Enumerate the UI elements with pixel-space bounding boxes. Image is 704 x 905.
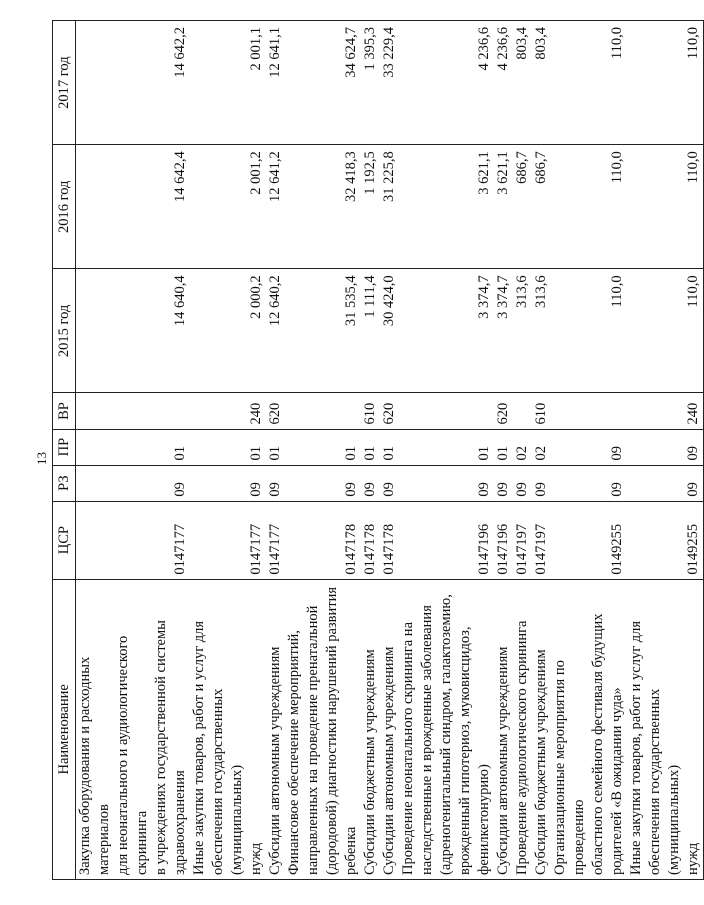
row-value-2017: 1 395,3 [361, 21, 380, 145]
row-value-2016: 1 192,5 [361, 145, 380, 269]
row-rz: 09 [399, 465, 494, 501]
row-name-line: нужд [685, 842, 701, 875]
row-name-line: Субсидии автономным учреждениям [381, 646, 397, 875]
header-2017: 2017 год [53, 21, 76, 145]
row-name-line: здравоохранения [172, 770, 188, 875]
page-number: 13 [34, 452, 49, 465]
row-value-2015: 313,6 [513, 269, 532, 393]
row-value-2015: 1 111,4 [361, 269, 380, 393]
row-pr: 01 [285, 429, 361, 465]
row-value-2016: 110,0 [627, 145, 704, 269]
row-value-2015: 31 535,4 [285, 269, 361, 393]
row-name [266, 579, 285, 879]
row-pr: 01 [380, 429, 399, 465]
row-value-2017: 803,4 [513, 21, 532, 145]
row-name [380, 579, 399, 879]
row-pr: 02 [532, 429, 551, 465]
row-name-line: нужд [248, 842, 264, 875]
row-csr: 0147196 [399, 501, 494, 579]
table-row [513, 21, 532, 880]
row-name [285, 579, 361, 879]
row-value-2017: 33 229,4 [380, 21, 399, 145]
table-row [627, 21, 704, 880]
row-rz: 09 [190, 465, 266, 501]
row-name-line: Закупка оборудования и расходных материалов [77, 656, 112, 875]
row-csr: 0149255 [627, 501, 704, 579]
row-pr: 01 [361, 429, 380, 465]
row-value-2016: 31 225,8 [380, 145, 399, 269]
row-name-line: Субсидии бюджетным учреждениям [362, 649, 378, 875]
row-value-2016: 12 641,2 [266, 145, 285, 269]
row-vr: 610 [361, 393, 380, 429]
row-value-2015: 2 000,2 [190, 269, 266, 393]
table-row [399, 21, 494, 880]
row-name-line: обеспечения государственных (муниципальных) [210, 688, 245, 875]
row-name-line: Организационные мероприятия по проведению [552, 660, 587, 875]
row-rz: 09 [627, 465, 704, 501]
row-name-line: Иные закупки товаров, работ и услуг для [191, 620, 207, 875]
row-name-line: фенилкетонурию) [476, 764, 492, 875]
header-pr: ПР [53, 429, 76, 465]
row-csr: 0147177 [190, 501, 266, 579]
row-name-line: для неонатального и аудиологического скрининга [115, 635, 150, 875]
row-vr: 620 [494, 393, 513, 429]
row-name-line: (адреногенитальный синдром, галактоземию, [438, 594, 454, 875]
row-name-line: врожденный гипотериоз, муковисцидоз, [457, 626, 473, 875]
row-csr: 0147178 [380, 501, 399, 579]
row-value-2015: 3 374,7 [494, 269, 513, 393]
row-vr: 620 [266, 393, 285, 429]
header-vr: ВР [53, 393, 76, 429]
row-vr: 240 [190, 393, 266, 429]
row-name-line: Субсидии бюджетным учреждениям [533, 649, 549, 875]
row-rz: 09 [380, 465, 399, 501]
row-pr: 01 [76, 429, 191, 465]
row-name [532, 579, 551, 879]
row-csr: 0147196 [494, 501, 513, 579]
row-value-2015: 14 640,4 [76, 269, 191, 393]
row-pr: 09 [627, 429, 704, 465]
row-vr [76, 393, 191, 429]
row-value-2015: 110,0 [551, 269, 627, 393]
rotated-page [28, 20, 701, 880]
row-vr [399, 393, 494, 429]
row-vr [285, 393, 361, 429]
table-row [494, 21, 513, 880]
header-csr: ЦСР [53, 501, 76, 579]
row-value-2016: 14 642,4 [76, 145, 191, 269]
row-value-2016: 686,7 [513, 145, 532, 269]
row-name-line: наследственные и врожденные заболевания [419, 605, 435, 875]
row-value-2017: 14 642,2 [76, 21, 191, 145]
row-pr: 09 [551, 429, 627, 465]
row-value-2017: 4 236,6 [494, 21, 513, 145]
header-2016: 2016 год [53, 145, 76, 269]
row-vr [551, 393, 627, 429]
row-name [399, 579, 494, 879]
row-name-line: направленных на проведение пренатальной [305, 605, 321, 875]
row-name-line: Иные закупки товаров, работ и услуг для [628, 620, 644, 875]
row-value-2015: 110,0 [627, 269, 704, 393]
row-vr: 240 [627, 393, 704, 429]
row-name-line: Проведение неонатального скрининга на [400, 621, 416, 875]
row-rz: 09 [361, 465, 380, 501]
row-rz: 09 [285, 465, 361, 501]
row-name-line: Субсидии автономным учреждениям [267, 646, 283, 875]
header-name: Наименование [53, 579, 76, 879]
row-rz: 09 [551, 465, 627, 501]
budget-table [52, 20, 704, 880]
row-pr: 01 [266, 429, 285, 465]
row-csr: 0147197 [513, 501, 532, 579]
row-name [76, 579, 191, 879]
row-csr: 0149255 [551, 501, 627, 579]
table-row [551, 21, 627, 880]
row-name-line: в учреждениях государственной системы [153, 620, 169, 875]
row-value-2017: 110,0 [627, 21, 704, 145]
row-rz: 09 [266, 465, 285, 501]
row-value-2015: 12 640,2 [266, 269, 285, 393]
row-value-2016: 3 621,1 [399, 145, 494, 269]
row-rz: 09 [532, 465, 551, 501]
row-value-2016: 3 621,1 [494, 145, 513, 269]
row-name [551, 579, 627, 879]
row-vr: 610 [532, 393, 551, 429]
row-name-line: ребенка [343, 826, 359, 875]
row-name-line: родителей «В ожидании чуда» [609, 687, 625, 875]
row-pr: 01 [494, 429, 513, 465]
row-name [361, 579, 380, 879]
row-vr [513, 393, 532, 429]
row-pr: 01 [399, 429, 494, 465]
row-csr: 0147177 [266, 501, 285, 579]
row-name [190, 579, 266, 879]
table-row [190, 21, 266, 880]
row-rz: 09 [494, 465, 513, 501]
row-vr: 620 [380, 393, 399, 429]
row-value-2015: 313,6 [532, 269, 551, 393]
row-value-2016: 2 001,2 [190, 145, 266, 269]
row-name [627, 579, 704, 879]
row-name-line: Финансовое обеспечение мероприятий, [286, 630, 302, 875]
table-row [76, 21, 191, 880]
row-name [494, 579, 513, 879]
table-body [76, 21, 704, 880]
row-value-2015: 3 374,7 [399, 269, 494, 393]
row-name-line: областного семейного фестиваля будущих [590, 613, 606, 875]
row-rz: 09 [513, 465, 532, 501]
row-csr: 0147177 [76, 501, 191, 579]
row-name-line: Субсидии автономным учреждениям [495, 646, 511, 875]
table-row [361, 21, 380, 880]
table-row [532, 21, 551, 880]
row-pr: 02 [513, 429, 532, 465]
row-value-2017: 12 641,1 [266, 21, 285, 145]
row-name-line: Проведение аудиологического скрининга [514, 620, 530, 875]
table-row [285, 21, 361, 880]
table-row [266, 21, 285, 880]
row-value-2016: 686,7 [532, 145, 551, 269]
table-header [53, 21, 76, 880]
row-csr: 0147178 [361, 501, 380, 579]
row-pr: 01 [190, 429, 266, 465]
row-csr: 0147197 [532, 501, 551, 579]
row-value-2017: 110,0 [551, 21, 627, 145]
row-csr: 0147178 [285, 501, 361, 579]
row-value-2017: 2 001,1 [190, 21, 266, 145]
row-name [513, 579, 532, 879]
header-2015: 2015 год [53, 269, 76, 393]
row-name-line: обеспечения государственных (муниципальных) [647, 688, 682, 875]
row-value-2017: 34 624,7 [285, 21, 361, 145]
table-row [380, 21, 399, 880]
row-name-line: (дородовой) диагностики нарушений развития [324, 586, 340, 875]
row-value-2017: 803,4 [532, 21, 551, 145]
header-rz: РЗ [53, 465, 76, 501]
row-value-2016: 110,0 [551, 145, 627, 269]
row-value-2017: 4 236,6 [399, 21, 494, 145]
row-rz: 09 [76, 465, 191, 501]
row-value-2016: 32 418,3 [285, 145, 361, 269]
row-value-2015: 30 424,0 [380, 269, 399, 393]
